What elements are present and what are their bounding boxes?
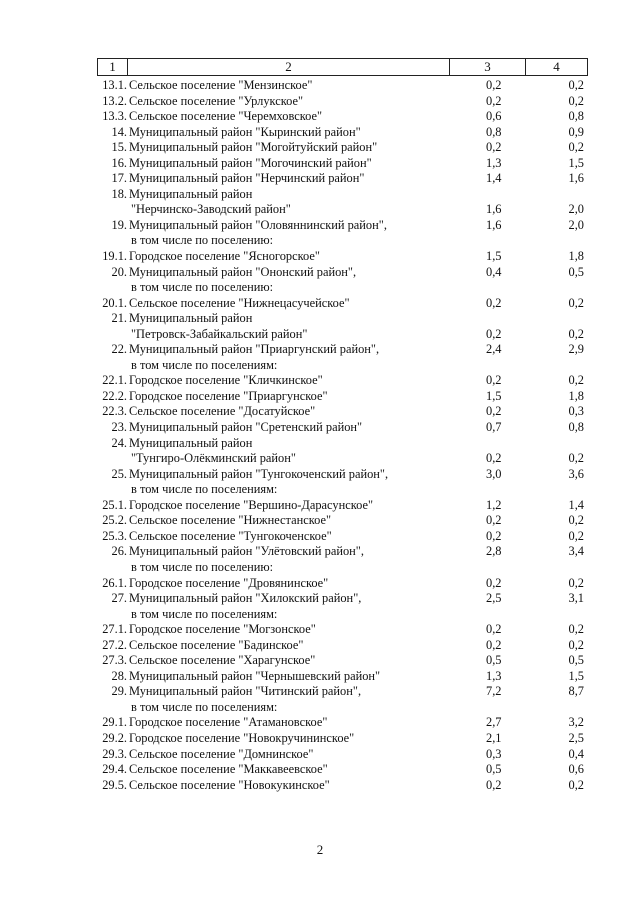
row-value-col4: 0,2 [568, 637, 584, 652]
row-value-col4: 0,2 [568, 777, 584, 792]
row-number: 29.1. [102, 715, 127, 730]
row-name: Муниципальный район "Приаргунский район", [129, 342, 380, 357]
table-row [0, 451, 640, 467]
row-value-col4: 1,4 [568, 497, 584, 512]
table-row [0, 653, 640, 669]
row-name: Муниципальный район [129, 435, 253, 450]
row-value-col3: 0,2 [486, 575, 502, 590]
row-value-col3: 0,2 [486, 295, 502, 310]
table-row [0, 669, 640, 685]
table-header [97, 58, 588, 76]
table-row [0, 109, 640, 125]
row-name: в том числе по поселению: [131, 280, 274, 295]
row-name: Сельское поселение "Маккавеевское" [129, 762, 328, 777]
row-value-col4: 0,2 [568, 528, 584, 543]
row-value-col3: 0,8 [486, 124, 502, 139]
row-number: 24. [111, 435, 127, 450]
row-name: в том числе по поселениям: [131, 357, 278, 372]
row-name: в том числе по поселениям: [131, 606, 278, 621]
row-number: 25.3. [102, 528, 127, 543]
row-value-col3: 0,2 [486, 93, 502, 108]
row-value-col3: 0,5 [486, 762, 502, 777]
row-number: 27.1. [102, 622, 127, 637]
row-name: Городское поселение "Новокручининское" [129, 730, 355, 745]
row-value-col4: 0,2 [568, 326, 584, 341]
table-row [0, 249, 640, 265]
row-number: 29.3. [102, 746, 127, 761]
row-value-col3: 1,2 [486, 497, 502, 512]
row-value-col3: 1,5 [486, 249, 502, 264]
table-row [0, 125, 640, 141]
row-number: 19.1. [102, 249, 127, 264]
row-name: Городское поселение "Могзонское" [129, 622, 316, 637]
row-value-col4: 2,5 [568, 730, 584, 745]
row-name: Сельское поселение "Тунгокоченское" [129, 528, 332, 543]
row-name: в том числе по поселениям: [131, 699, 278, 714]
row-number: 26.1. [102, 575, 127, 590]
row-name: Сельское поселение "Мензинское" [129, 78, 313, 92]
table-row [0, 513, 640, 529]
table-row [0, 762, 640, 778]
row-value-col4: 0,2 [568, 295, 584, 310]
row-value-col4: 2,0 [568, 202, 584, 217]
row-number: 18. [111, 186, 127, 201]
row-name: Городское поселение "Приаргунское" [129, 388, 328, 403]
table-body [0, 78, 640, 793]
table-row [0, 576, 640, 592]
row-name: в том числе по поселениям: [131, 482, 278, 497]
row-number: 22.1. [102, 373, 127, 388]
row-number: 22.2. [102, 388, 127, 403]
row-value-col4: 3,2 [568, 715, 584, 730]
row-value-col3: 1,6 [486, 217, 502, 232]
row-number: 22.3. [102, 404, 127, 419]
table-row [0, 311, 640, 327]
row-number: 29.2. [102, 730, 127, 745]
table-row [0, 171, 640, 187]
table-row [0, 296, 640, 312]
row-number: 26. [111, 544, 127, 559]
row-value-col4: 0,2 [568, 575, 584, 590]
row-name: "Петровск-Забайкальский район" [131, 326, 308, 341]
row-value-col4: 0,2 [568, 93, 584, 108]
table-row [0, 202, 640, 218]
row-value-col3: 2,5 [486, 591, 502, 606]
row-name: Сельское поселение "Нижнецасучейское" [129, 295, 350, 310]
row-number: 13.3. [102, 109, 127, 124]
row-name: Сельское поселение "Урлукское" [129, 93, 304, 108]
table-row [0, 544, 640, 560]
row-value-col4: 0,2 [568, 513, 584, 528]
table-row [0, 700, 640, 716]
table-row [0, 436, 640, 452]
header-col-2: 2 [128, 59, 450, 75]
row-value-col3: 0,2 [486, 513, 502, 528]
table-row [0, 607, 640, 623]
row-number: 25. [111, 466, 127, 481]
table-row [0, 747, 640, 763]
row-name: Сельское поселение "Новокукинское" [129, 777, 330, 792]
row-value-col3: 0,2 [486, 326, 502, 341]
table-row [0, 622, 640, 638]
row-number: 14. [111, 124, 127, 139]
table-row [0, 684, 640, 700]
row-value-col4: 0,2 [568, 451, 584, 466]
table-row [0, 94, 640, 110]
table-row [0, 467, 640, 483]
row-name: Сельское поселение "Нижнестанское" [129, 513, 332, 528]
row-value-col3: 0,2 [486, 404, 502, 419]
table-row [0, 389, 640, 405]
row-name: Муниципальный район "Могочинский район" [129, 155, 372, 170]
row-value-col3: 0,2 [486, 373, 502, 388]
table-row [0, 715, 640, 731]
row-value-col3: 1,4 [486, 171, 502, 186]
row-value-col3: 3,0 [486, 466, 502, 481]
row-name: Муниципальный район "Кыринский район" [129, 124, 361, 139]
row-number: 27. [111, 591, 127, 606]
row-value-col3: 0,5 [486, 653, 502, 668]
row-name: Муниципальный район "Чернышевский район" [129, 668, 381, 683]
row-value-col4: 0,5 [568, 653, 584, 668]
row-value-col3: 0,2 [486, 451, 502, 466]
row-value-col4: 1,5 [568, 668, 584, 683]
row-number: 29.4. [102, 762, 127, 777]
row-value-col3: 1,6 [486, 202, 502, 217]
row-value-col4: 3,6 [568, 466, 584, 481]
row-name: Сельское поселение "Харагунское" [129, 653, 316, 668]
table-row [0, 140, 640, 156]
row-value-col3: 0,2 [486, 78, 502, 92]
row-number: 27.3. [102, 653, 127, 668]
header-col-1: 1 [98, 59, 128, 75]
row-number: 29. [111, 684, 127, 699]
row-value-col3: 7,2 [486, 684, 502, 699]
row-number: 16. [111, 155, 127, 170]
row-value-col4: 3,1 [568, 591, 584, 606]
table-row [0, 233, 640, 249]
table-row [0, 482, 640, 498]
table-row [0, 373, 640, 389]
row-value-col4: 0,2 [568, 622, 584, 637]
row-value-col4: 0,6 [568, 762, 584, 777]
row-name: "Тунгиро-Олёкминский район" [131, 451, 296, 466]
row-value-col3: 2,8 [486, 544, 502, 559]
row-number: 13.1. [102, 78, 127, 92]
row-number: 22. [111, 342, 127, 357]
table-row [0, 265, 640, 281]
row-value-col4: 0,5 [568, 264, 584, 279]
table-row [0, 342, 640, 358]
row-number: 29.5. [102, 777, 127, 792]
row-name: Муниципальный район "Ононский район", [129, 264, 357, 279]
row-name: Муниципальный район "Нерчинский район" [129, 171, 365, 186]
row-value-col4: 0,3 [568, 404, 584, 419]
row-value-col3: 0,2 [486, 622, 502, 637]
row-value-col4: 0,8 [568, 109, 584, 124]
row-name: Муниципальный район "Могойтуйский район" [129, 140, 378, 155]
row-name: Муниципальный район "Оловяннинский район", [129, 217, 387, 232]
table-row [0, 638, 640, 654]
table-row [0, 731, 640, 747]
table-row [0, 498, 640, 514]
row-name: в том числе по поселению: [131, 559, 274, 574]
row-value-col4: 1,5 [568, 155, 584, 170]
row-number: 28. [111, 668, 127, 683]
row-value-col4: 1,8 [568, 388, 584, 403]
table-row [0, 327, 640, 343]
row-value-col3: 2,1 [486, 730, 502, 745]
row-value-col4: 2,0 [568, 217, 584, 232]
table-row [0, 529, 640, 545]
row-value-col4: 2,9 [568, 342, 584, 357]
row-name: Городское поселение "Ясногорское" [129, 249, 320, 264]
row-value-col3: 2,7 [486, 715, 502, 730]
header-col-3: 3 [450, 59, 526, 75]
row-value-col3: 0,2 [486, 140, 502, 155]
row-name: Муниципальный район [129, 311, 253, 326]
row-name: Сельское поселение "Черемховское" [129, 109, 323, 124]
row-number: 25.2. [102, 513, 127, 528]
page-number: 2 [316, 842, 324, 857]
row-value-col4: 0,8 [568, 420, 584, 435]
row-number: 27.2. [102, 637, 127, 652]
row-name: Муниципальный район "Сретенский район" [129, 420, 363, 435]
row-number: 17. [111, 171, 127, 186]
row-name: Городское поселение "Кличкинское" [129, 373, 323, 388]
row-name: Муниципальный район "Читинский район", [129, 684, 362, 699]
row-name: "Нерчинско-Заводский район" [131, 202, 291, 217]
row-value-col3: 1,3 [486, 668, 502, 683]
row-value-col3: 1,3 [486, 155, 502, 170]
row-name: Муниципальный район [129, 186, 253, 201]
row-number: 23. [111, 420, 127, 435]
row-name: Сельское поселение "Бадинское" [129, 637, 304, 652]
table-row [0, 280, 640, 296]
row-value-col3: 0,2 [486, 637, 502, 652]
row-value-col3: 0,6 [486, 109, 502, 124]
row-number: 19. [111, 217, 127, 232]
row-name: Муниципальный район "Улётовский район", [129, 544, 364, 559]
table-row [0, 560, 640, 576]
row-value-col4: 3,4 [568, 544, 584, 559]
row-value-col4: 0,9 [568, 124, 584, 139]
row-name: Сельское поселение "Досатуйское" [129, 404, 316, 419]
row-value-col3: 0,3 [486, 746, 502, 761]
row-value-col4: 1,8 [568, 249, 584, 264]
row-name: Городское поселение "Дровянинское" [129, 575, 329, 590]
row-name: в том числе по поселению: [131, 233, 274, 248]
row-value-col3: 0,2 [486, 528, 502, 543]
table-row [0, 404, 640, 420]
table-row [0, 78, 640, 94]
row-number: 20.1. [102, 295, 127, 310]
table-row [0, 187, 640, 203]
row-value-col3: 0,2 [486, 777, 502, 792]
table-row [0, 778, 640, 794]
table-row [0, 420, 640, 436]
row-name: Городское поселение "Вершино-Дарасунское" [129, 497, 374, 512]
row-value-col3: 2,4 [486, 342, 502, 357]
row-number: 20. [111, 264, 127, 279]
table-row [0, 591, 640, 607]
row-number: 13.2. [102, 93, 127, 108]
row-value-col3: 0,4 [486, 264, 502, 279]
row-name: Муниципальный район "Тунгокоченский район", [129, 466, 389, 481]
row-value-col3: 0,7 [486, 420, 502, 435]
row-value-col4: 0,2 [568, 78, 584, 92]
row-value-col4: 0,2 [568, 373, 584, 388]
row-value-col4: 0,4 [568, 746, 584, 761]
row-value-col4: 0,2 [568, 140, 584, 155]
row-name: Сельское поселение "Домнинское" [129, 746, 314, 761]
row-number: 25.1. [102, 497, 127, 512]
row-number: 21. [111, 311, 127, 326]
row-name: Городское поселение "Атамановское" [129, 715, 328, 730]
row-value-col4: 1,6 [568, 171, 584, 186]
header-col-4: 4 [553, 59, 560, 74]
row-value-col4: 8,7 [568, 684, 584, 699]
table-row [0, 218, 640, 234]
row-value-col3: 1,5 [486, 388, 502, 403]
table-row [0, 156, 640, 172]
table-row [0, 358, 640, 374]
row-name: Муниципальный район "Хилокский район", [129, 591, 362, 606]
row-number: 15. [111, 140, 127, 155]
